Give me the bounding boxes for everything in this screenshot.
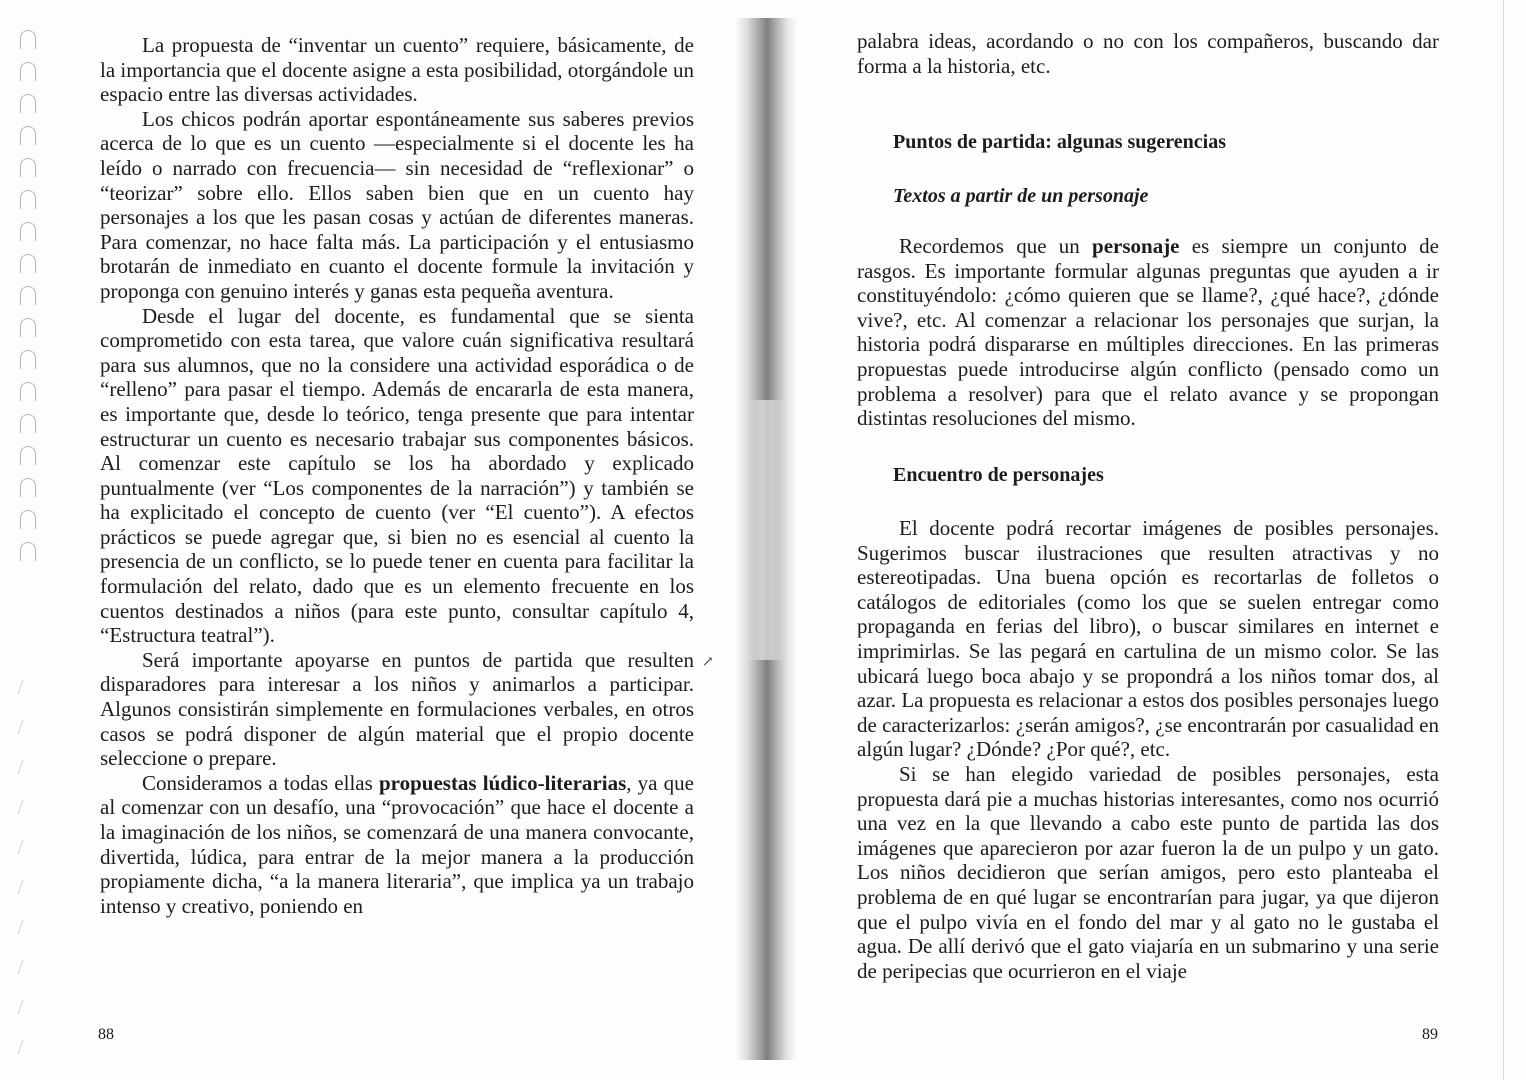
- binding-mark-icon: [17, 720, 29, 734]
- binding-mark-icon: [17, 1000, 29, 1014]
- paragraph: El docente podrá recortar imágenes de posibles personajes. Sugerimos buscar ilustraciones que resulten atractivas y no estereotipadas. Una buena opción es recortarlas de folletos o catálogos de editoriales (como los que se suelen entregar como propaganda en ferias del libro), o buscar similares en internet e imprimirlas. Se las pegará en cartulina de un mismo color. Se las ubicará luego boca abajo y se propondrá a los niños tomar dos, al azar. La propuesta es relacionar a estos dos posibles personajes luego de caracterizarlos: ¿serán amigos?, ¿se encontrarán por casualidad en algún lugar? ¿Dónde? ¿Por qué?, etc.: [857, 516, 1439, 762]
- binding-mark-icon: [17, 800, 29, 814]
- binding-hole-icon: [20, 382, 36, 401]
- binding-hole-icon: [20, 350, 36, 369]
- paragraph: Será importante apoyarse en puntos de partida que resulten disparadores para interesar a los niños y animarlos a participar. Algunos consistirán simplemente en formulaciones verbales, en otros casos se podrá disponer de algún material que el propio docente seleccione o prepare.: [100, 647, 694, 771]
- binding-hole-icon: [20, 542, 36, 561]
- paragraph: Desde el lugar del docente, es fundamental que se sienta comprometido con esta tarea, que valore cuán significativa resultará para sus alumnos, que no la considere una actividad esporádica o de “relleno” para pasar el tiempo. Además de encararla de esta manera, es importante que, desde lo teórico, tenga presente que para intentar estructurar un cuento es necesario trabajar sus componentes básicos. Al comenzar este capítulo se los ha abordado y explicado puntualmente (ver “Los componentes de la narración”) y también se ha explicitado el concepto de cuento (ver “El cuento”). A efectos prácticos se puede agregar que, si bien no es esencial al cuento la presencia de un conflicto, se lo puede tener en cuenta para facilitar la formulación del relato, dado que es un elemento frecuente en los cuentos destinados a niños (para este punto, consultar capítulo 4, “Estructura teatral”).: [100, 303, 694, 648]
- paragraph: Los chicos podrán aportar espontáneamente sus saberes previos acerca de lo que es un cuento —especialmente si el docente les ha leído o narrado con frecuencia— sin necesidad de “reflexionar” o “teorizar” sobre ello. Ellos saben bien que en un cuento hay personajes a los que les pasan cosas y actúan de diferentes maneras. Para comenzar, no hace falta más. La participación y el entusiasmo brotarán de inmediato en cuanto el docente formule la invitación y proponga con genuino interés y ganas esta pequeña aventura.: [100, 106, 694, 303]
- paragraph: La propuesta de “inventar un cuento” requiere, básicamente, de la importancia que el docente asigne a esta posibilidad, otorgándole un espacio entre las diversas actividades.: [100, 33, 694, 107]
- binding-mark-icon: [17, 920, 29, 934]
- paragraph-text: , ya que al comenzar con un desafío, una “provocación” que hace el docente a la imaginación de los niños, se comenzará de una manera convocante, divertida, lúdica, para entrar de la mejor manera a la producción propiamente dicha, “a la manera literaria”, que implica ya un trabajo intenso y creativo, poniendo en: [100, 770, 694, 918]
- binding-mark-icon: [17, 960, 29, 974]
- binding-hole-icon: [20, 94, 36, 113]
- paragraph-text: Consideramos a todas ellas: [142, 770, 379, 795]
- bold-term: personaje: [1092, 234, 1180, 258]
- left-page-text: [100, 33, 694, 918]
- binding-mark-icon: [17, 880, 29, 894]
- section-heading: Puntos de partida: algunas sugerencias: [893, 131, 1227, 153]
- paragraph: [857, 234, 1439, 431]
- page-number: 88: [98, 1026, 114, 1043]
- binding-hole-icon: [20, 414, 36, 433]
- section-heading: Encuentro de personajes: [893, 464, 1104, 486]
- paragraph: Si se han elegido variedad de posibles personajes, esta propuesta dará pie a muchas historias interesantes, como nos ocurrió una vez en la que llevando a cabo este punto de partida las dos imágenes que aparecieron por azar fueron la de un pulpo y un gato. Los niños decidieron que serían amigos, pero esto planteaba el problema de en qué lugar se encontrarían para jugar, ya que dijeron que el pulpo vivía en el fondo del mar y al gato no le gustaba el agua. De allí derivó que el gato viajaría en un submarino y una serie de peripecias que ocurrieron en el viaje: [857, 761, 1439, 983]
- page-edge-line: [1503, 0, 1504, 1080]
- binding-hole-icon: [20, 318, 36, 337]
- paragraph: palabra ideas, acordando o no con los compañeros, buscando dar forma a la historia, etc.: [857, 29, 1439, 78]
- page-number: 89: [1422, 1026, 1438, 1043]
- binding-mark-icon: [17, 760, 29, 774]
- binding-hole-icon: [20, 286, 36, 305]
- binding-mark-icon: [17, 840, 29, 854]
- section-subheading: Textos a partir de un personaje: [893, 185, 1149, 207]
- binding-hole-icon: [20, 478, 36, 497]
- paragraph-text: es siempre un conjunto de rasgos. Es importante formular algunas preguntas que ayuden a ir constituyéndolo: ¿cómo quieren que se llame?, ¿qué hace?, ¿dónde vive?, etc. Al comenzar a relacionar los personajes que surjan, la historia podrá dispararse en múltiples direcciones. En las primeras propuestas puede introducirse algún conflicto (pensado como un problema a resolver) para que el relato avance y se propongan distintas resoluciones del mismo.: [857, 234, 1439, 431]
- binding-hole-icon: [20, 126, 36, 145]
- binding-hole-icon: [20, 158, 36, 177]
- pencil-mark-icon: ↗: [702, 655, 714, 670]
- binding-hole-icon: [20, 222, 36, 241]
- book-gutter-highlight: [745, 400, 789, 660]
- binding-hole-icon: [20, 510, 36, 529]
- binding-hole-icon: [20, 190, 36, 209]
- paragraph-text: Recordemos que un: [899, 234, 1093, 258]
- binding-hole-icon: [20, 30, 36, 49]
- bold-term: propuestas lúdico-literarias: [378, 770, 627, 795]
- binding-hole-icon: [20, 254, 36, 273]
- binding-holes: [14, 20, 44, 1070]
- paragraph: [100, 771, 694, 919]
- right-page-text: [857, 516, 1439, 983]
- binding-hole-icon: [20, 446, 36, 465]
- binding-hole-icon: [20, 62, 36, 81]
- binding-mark-icon: [17, 1040, 29, 1054]
- binding-mark-icon: [17, 680, 29, 694]
